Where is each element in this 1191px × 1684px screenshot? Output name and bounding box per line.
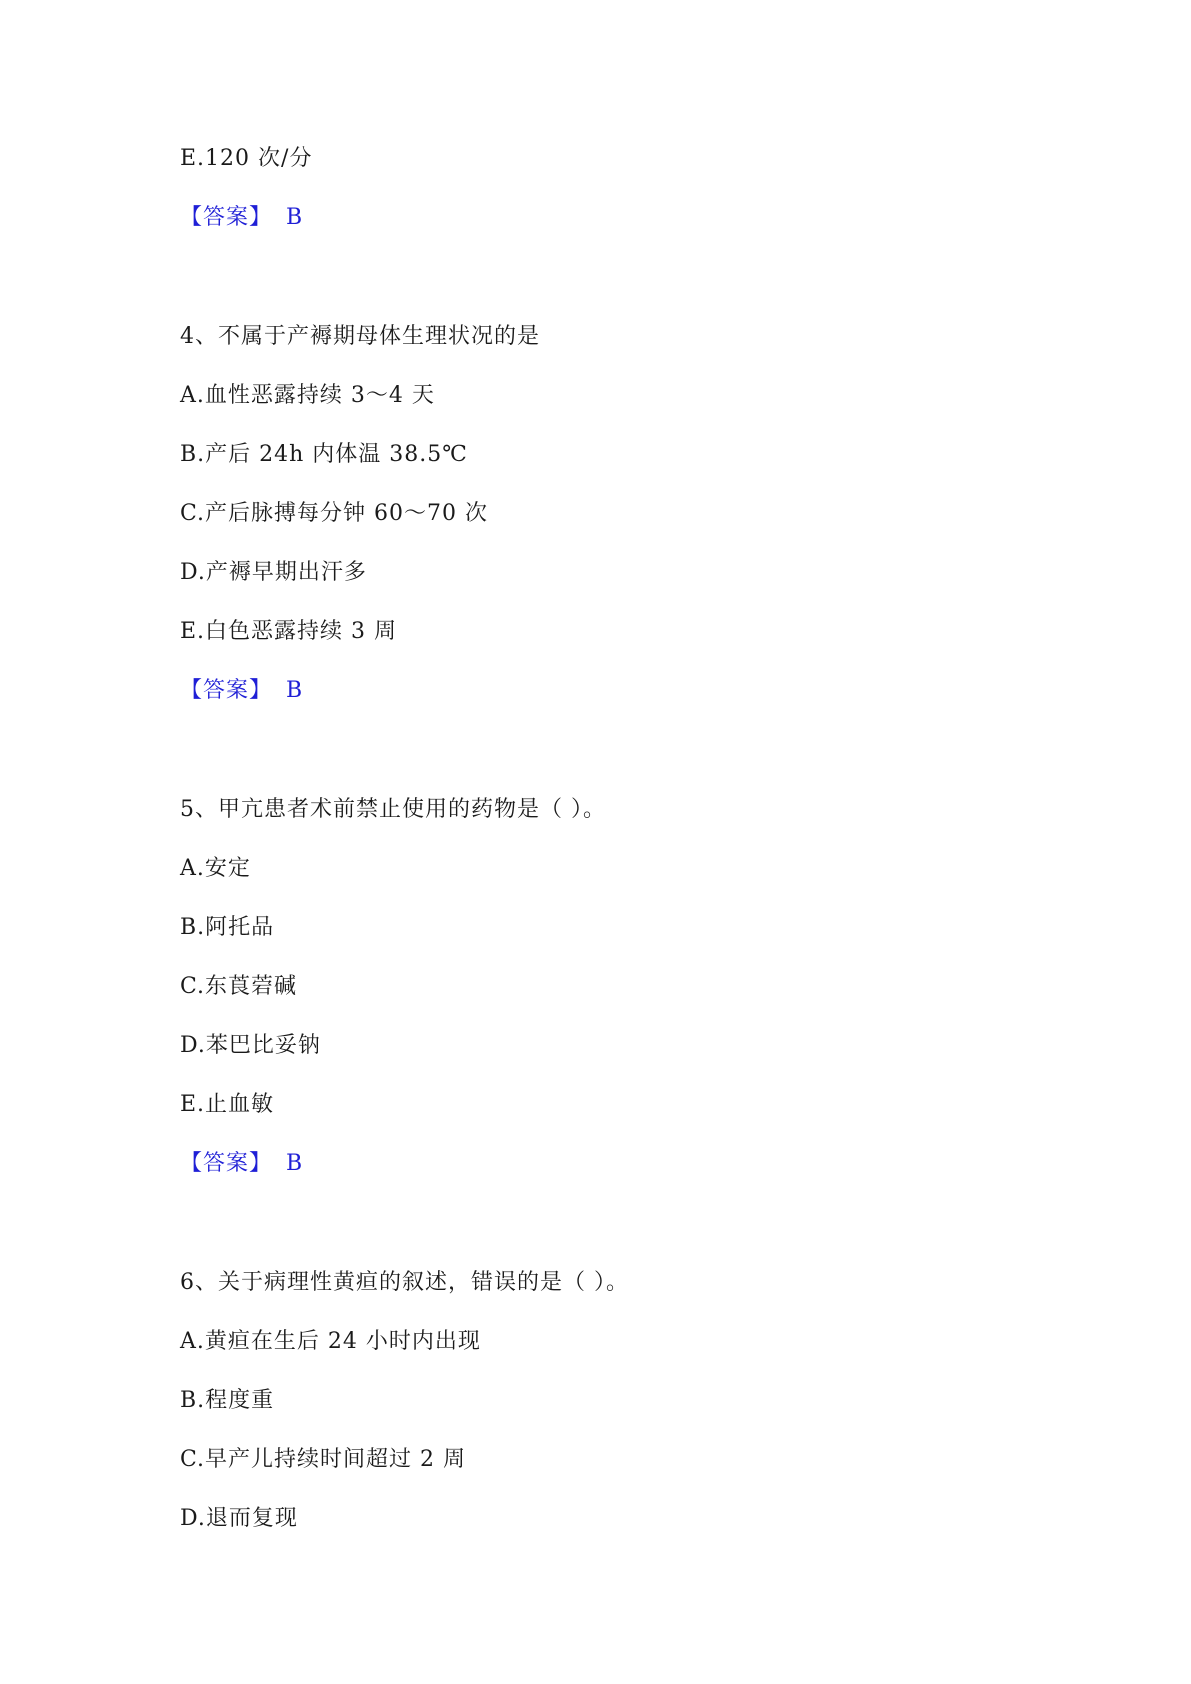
q4-answer <box>180 676 303 706</box>
q3-answer <box>180 203 303 233</box>
q5-question: 5、甲亢患者术前禁止使用的药物是（ ）。 <box>180 797 606 822</box>
q6-option-c: C.早产儿持续时间超过 2 周 <box>180 1447 467 1472</box>
q4-option-c: C.产后脉搏每分钟 60～70 次 <box>180 501 489 526</box>
answer-value: B <box>286 1151 304 1176</box>
answer-value: B <box>286 678 304 703</box>
answer-label: 【答案】 <box>180 678 273 703</box>
q4-option-e: E.白色恶露持续 3 周 <box>180 619 398 644</box>
q4-question: 4、不属于产褥期母体生理状况的是 <box>180 324 540 349</box>
q4-option-b: B.产后 24h 内体温 38.5℃ <box>180 442 468 467</box>
q5-answer <box>180 1149 303 1179</box>
q5-option-e: E.止血敏 <box>180 1092 275 1117</box>
q5-option-b: B.阿托品 <box>180 915 275 940</box>
q5-option-a: A.安定 <box>180 856 251 881</box>
answer-label: 【答案】 <box>180 1151 273 1176</box>
q4-option-a: A.血性恶露持续 3～4 天 <box>180 383 435 408</box>
answer-value: B <box>286 205 304 230</box>
q6-option-d: D.退而复现 <box>180 1506 298 1531</box>
q3-option-e: E.120 次/分 <box>180 146 313 171</box>
q5-option-d: D.苯巴比妥钠 <box>180 1033 321 1058</box>
q4-option-d: D.产褥早期出汗多 <box>180 560 367 585</box>
q5-option-c: C.东莨菪碱 <box>180 974 298 999</box>
q6-option-a: A.黄疸在生后 24 小时内出现 <box>180 1329 481 1354</box>
q6-question: 6、关于病理性黄疸的叙述，错误的是（ ）。 <box>180 1270 629 1295</box>
answer-label: 【答案】 <box>180 205 273 230</box>
q6-option-b: B.程度重 <box>180 1388 275 1413</box>
